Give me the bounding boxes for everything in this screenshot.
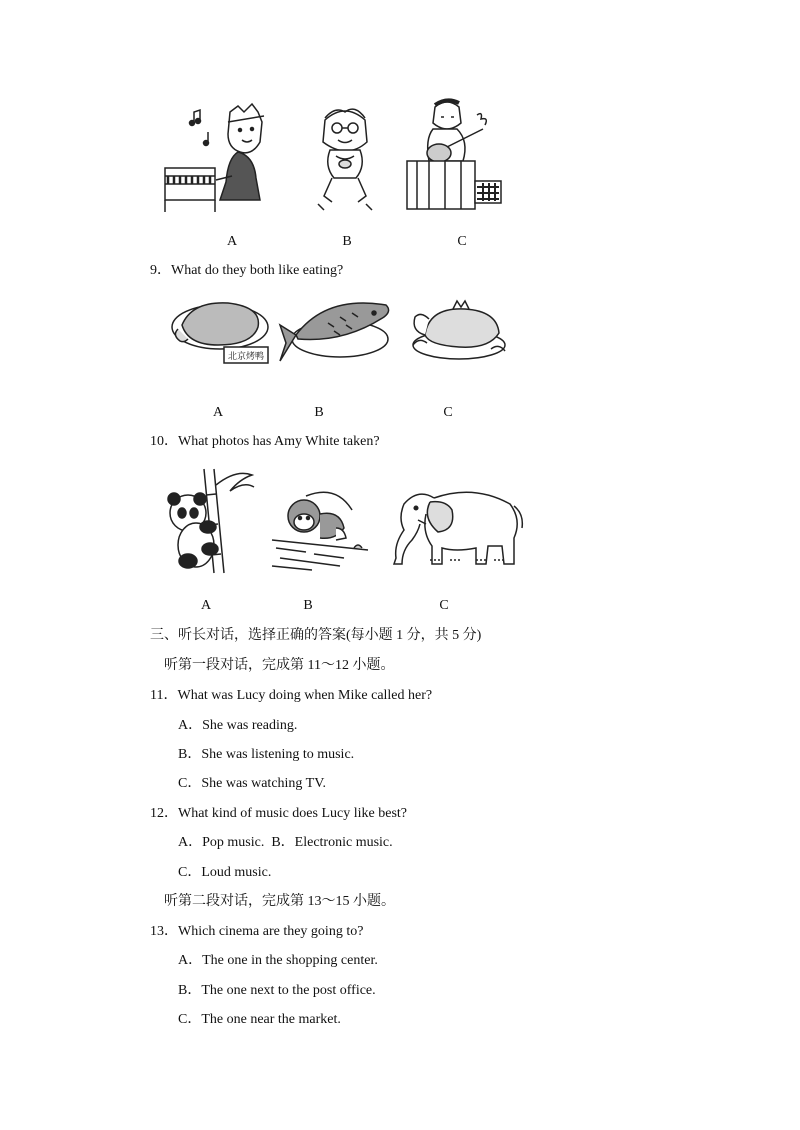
q12-options-a-b: A．Pop music. B．Electronic music. <box>178 835 393 850</box>
q10-label-a: A <box>200 598 212 613</box>
q9-label-a: A <box>212 405 224 420</box>
q13-option-a: A．The one in the shopping center. <box>178 953 378 968</box>
q8-label-a: A <box>226 234 238 249</box>
q11-option-a: A．She was reading. <box>178 718 298 733</box>
q10-picture-c-elephant <box>390 478 530 573</box>
q8-picture-c-boy-playing-guitar <box>405 95 510 215</box>
q9-picture-c-roast-chicken <box>405 295 510 370</box>
q10-question: 10．What photos has Amy White taken? <box>150 434 380 449</box>
q11-option-b: B．She was listening to music. <box>178 747 355 762</box>
q10-label-c: C <box>439 598 449 613</box>
dialogue-2-instruction: 听第二段对话，完成第 13～15 小题。 <box>164 894 395 909</box>
q12-question: 12．What kind of music does Lucy like best? <box>150 806 407 821</box>
q10-picture-a-panda-on-bamboo <box>160 465 260 575</box>
dialogue-1-instruction: 听第一段对话，完成第 11～12 小题。 <box>164 658 395 673</box>
q9-picture-b-fish <box>278 295 393 375</box>
q9-label-b: B <box>314 405 324 420</box>
q10-picture-b-monkey-by-water <box>270 488 370 573</box>
section-3-heading: 三、听长对话，选择正确的答案(每小题 1 分，共 5 分) <box>150 628 482 643</box>
q8-label-c: C <box>457 234 467 249</box>
q13-option-b: B．The one next to the post office. <box>178 983 376 998</box>
q10-label-b: B <box>303 598 313 613</box>
q8-label-b: B <box>342 234 352 249</box>
q9-picture-a-roast-duck <box>168 295 273 370</box>
q11-option-c: C．She was watching TV. <box>178 776 327 791</box>
q13-option-c: C．The one near the market. <box>178 1012 341 1027</box>
q8-picture-b-boy-with-glasses <box>310 100 380 215</box>
q9-duck-sign-text: 北京烤鸭 <box>227 352 265 362</box>
q12-option-c: C．Loud music. <box>178 865 272 880</box>
q8-picture-a-boy-playing-piano <box>160 100 280 215</box>
q11-question: 11．What was Lucy doing when Mike called her? <box>150 688 433 703</box>
q9-question: 9．What do they both like eating? <box>150 263 344 278</box>
q9-label-c: C <box>443 405 453 420</box>
q13-question: 13．Which cinema are they going to? <box>150 924 364 939</box>
